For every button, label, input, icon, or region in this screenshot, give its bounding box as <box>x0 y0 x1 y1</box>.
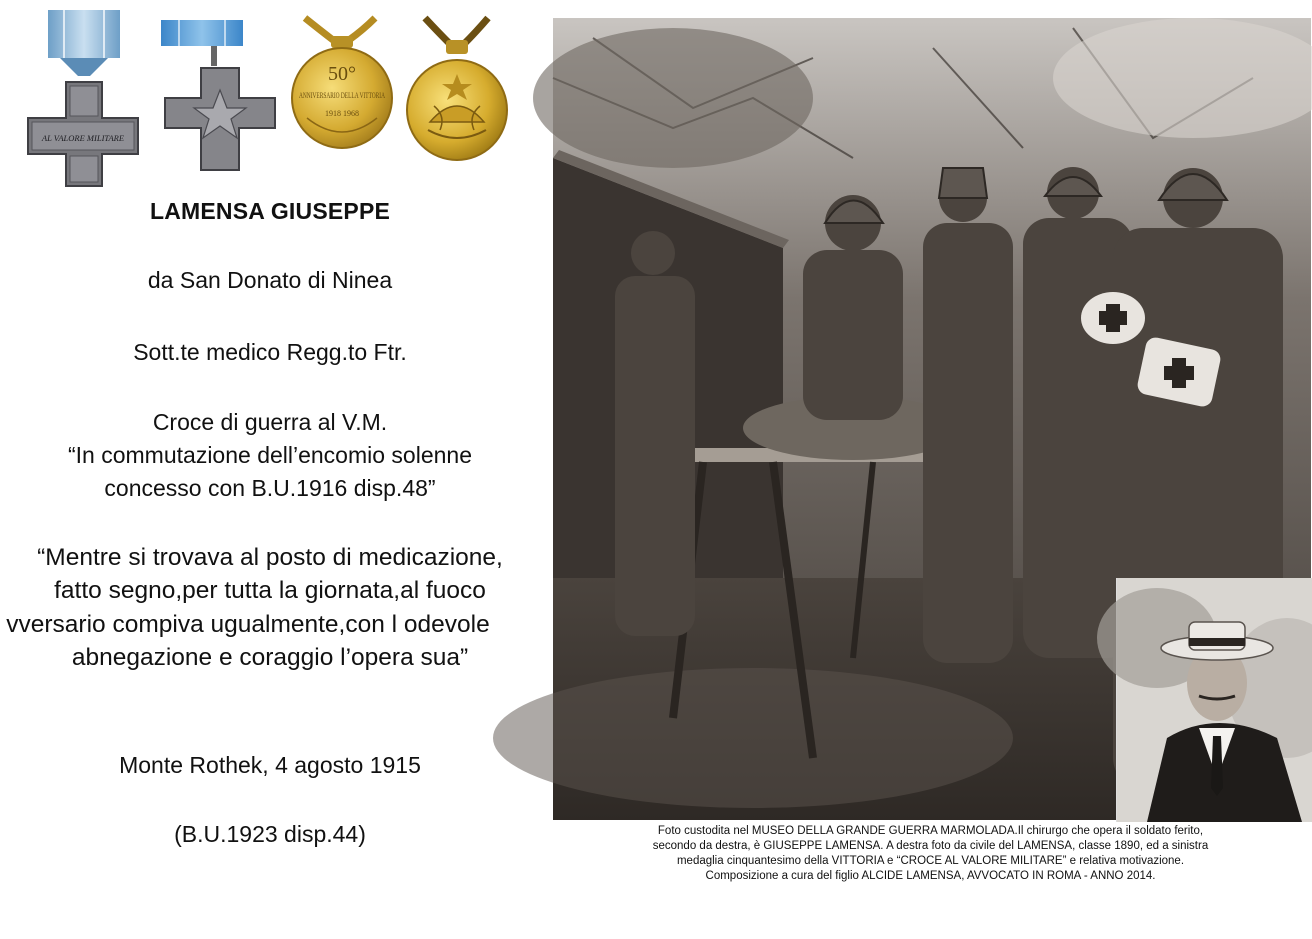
motivation-line-1: “Mentre si trovava al posto di medicazione, <box>37 544 503 571</box>
caption-line-4: Composizione a cura del figlio ALCIDE LAMENSA, AVVOCATO IN ROMA - ANNO 2014. <box>705 870 1156 882</box>
person-rank: Sott.te medico Regg.to Ftr. <box>133 339 407 365</box>
civilian-portrait-inset <box>1116 578 1312 822</box>
award-note-line-2: concesso con B.U.1916 disp.48” <box>104 475 436 501</box>
croce-valore-inscription: AL VALORE MILITARE <box>41 133 125 143</box>
motivation-line-3: vversario compiva ugualmente,con l odevole <box>6 611 490 638</box>
photo-caption <box>560 824 1301 884</box>
anniversario-years: 1918 1968 <box>325 109 359 118</box>
award-note-line-1: “In commutazione dell’encomio solenne <box>68 442 472 468</box>
caption-line-2: secondo da destra, è GIUSEPPE LAMENSA. A destra foto da civile del LAMENSA, classe 1890, ed a sinistra <box>652 840 1209 852</box>
person-name: LAMENSA GIUSEPPE <box>149 198 391 224</box>
croce-di-guerra-medal <box>157 20 282 180</box>
motivation-line-2: fatto segno,per tutta la giornata,al fuoco <box>54 577 486 604</box>
caption-line-3: medaglia cinquantesimo della VITTORIA e “CROCE AL VALORE MILITARE” e relativa motivazione. <box>676 855 1185 867</box>
anniversario-number: 50° <box>328 63 356 85</box>
red-cross-armband <box>1081 292 1145 344</box>
anniversario-text: ANNIVERSARIO DELLA VITTORIA <box>299 91 386 100</box>
award-title: Croce di guerra al V.M. <box>152 409 388 435</box>
bulletin-reference: (B.U.1923 disp.44) <box>174 821 366 847</box>
place-date: Monte Rothek, 4 agosto 1915 <box>119 752 421 778</box>
anniversario-vittoria-medal <box>285 18 400 148</box>
caption-line-1: Foto custodita nel MUSEO DELLA GRANDE GUERRA MARMOLADA.Il chirurgo che opera il soldato ferito, <box>657 825 1204 837</box>
motivation-line-4: abnegazione e coraggio l’opera sua” <box>71 644 469 671</box>
croce-valore-militare-medal <box>20 10 155 190</box>
portrait-scene <box>1117 578 1312 822</box>
person-origin: da San Donato di Ninea <box>147 267 393 293</box>
medaglia-vittoria-medal <box>400 18 515 168</box>
medals-row <box>20 10 520 195</box>
